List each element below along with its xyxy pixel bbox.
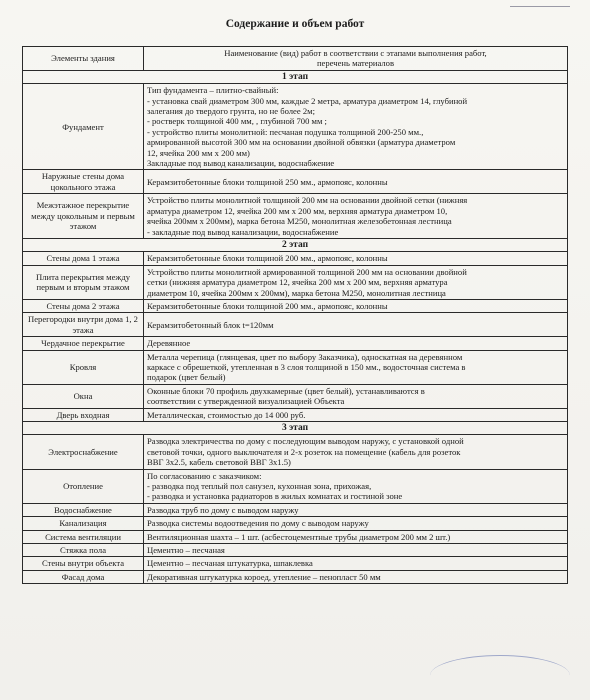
description-line: Разводка труб по дому с выводом наружу — [147, 504, 299, 515]
description-line: Деревянное — [147, 338, 191, 349]
description-line: армированной высотой 300 мм на основании двойной обвязки (арматура диаметром — [147, 137, 456, 148]
table-row — [23, 435, 568, 469]
table-row — [23, 252, 568, 265]
works-description — [144, 170, 568, 194]
building-element: Стены дома 1 этажа — [23, 252, 144, 265]
description-line: Металлическая, стоимостью до 14 000 руб. — [147, 409, 306, 420]
works-description — [144, 384, 568, 408]
header-works-line: Наименование (вид) работ в соответствии с этапами выполнения работ, — [224, 48, 487, 58]
description-line: - ростверк толщиной 400 мм, , глубиной 700 мм ; — [147, 116, 327, 127]
table-row — [23, 299, 568, 312]
description-line: Закладные под вывод канализации, водоснабжение — [147, 158, 335, 169]
table-row — [23, 544, 568, 557]
works-description — [144, 337, 568, 350]
description-line: Оконные блоки 70 профиль двухкамерные (цвет белый), устанавливаются в — [147, 385, 425, 396]
building-element: Система вентиляции — [23, 530, 144, 543]
table-row — [23, 170, 568, 194]
description-line: Устройство плиты монолитной армированной толщиной 200 мм на основании двойной — [147, 266, 467, 277]
building-element: Наружные стены дома цокольного этажа — [23, 170, 144, 194]
header-elements: Элементы здания — [23, 47, 144, 71]
works-description — [144, 435, 568, 469]
table-row — [23, 265, 568, 299]
works-description — [144, 570, 568, 583]
table-row — [23, 469, 568, 503]
table-row — [23, 570, 568, 583]
building-element: Отопление — [23, 469, 144, 503]
description-line: ячейка 200мм х 200мм), марка бетона М250, монолитная железобетонная лестница — [147, 216, 452, 227]
description-line: подарок (цвет белый) — [147, 372, 226, 383]
works-description — [144, 84, 568, 170]
table-header-row — [23, 47, 568, 71]
table-row — [23, 337, 568, 350]
description-line: соответствии с утвержденной визуализацией Объекта — [147, 396, 345, 407]
building-element: Плита перекрытия между первым и вторым этажом — [23, 265, 144, 299]
works-description — [144, 265, 568, 299]
table-row — [23, 84, 568, 170]
works-description — [144, 350, 568, 384]
stage-row — [23, 422, 568, 435]
table-row — [23, 557, 568, 570]
description-line: ВВГ 3х2.5, кабель световой ВВГ 3х1.5) — [147, 457, 291, 468]
building-element: Чердачное перекрытие — [23, 337, 144, 350]
table-row — [23, 530, 568, 543]
building-element: Окна — [23, 384, 144, 408]
table-row — [23, 194, 568, 239]
description-line: Устройство плиты монолитной толщиной 200 мм на основании двойной сетки (нижняя — [147, 195, 468, 206]
description-line: - устройство плиты монолитной: песчаная подушка толщиной 200-250 мм., — [147, 126, 424, 137]
table-row — [23, 313, 568, 337]
description-line: Цементно – песчаная — [147, 545, 225, 556]
works-description — [144, 503, 568, 516]
works-description — [144, 408, 568, 421]
building-element: Канализация — [23, 517, 144, 530]
description-line: Разводка электричества по дому с последующим выводом наружу, с установкой одной — [147, 436, 464, 447]
header-works — [144, 47, 568, 71]
building-element: Фундамент — [23, 84, 144, 170]
stage-row — [23, 70, 568, 83]
works-description — [144, 194, 568, 239]
description-line: Керамзитобетонные блоки толщиной 200 мм., армопояс, колонны — [147, 253, 388, 264]
stage-label: 1 этап — [23, 70, 568, 83]
description-line: Декоративная штукатурка короед, утепление – пенопласт 50 мм — [147, 571, 381, 582]
description-line: сетки (нижняя арматура диаметром 12, ячейка 200 мм х 200 мм, верхняя арматура — [147, 277, 448, 288]
scan-edge-mark — [510, 0, 570, 7]
building-element: Стены дома 2 этажа — [23, 299, 144, 312]
building-element: Фасад дома — [23, 570, 144, 583]
building-element: Дверь входная — [23, 408, 144, 421]
description-line: Разводка системы водоотведения по дому с выводом наружу — [147, 518, 369, 529]
description-line: - разводка под теплый пол санузел, кухонная зона, прихожая, — [147, 481, 372, 492]
building-element: Электроснабжение — [23, 435, 144, 469]
building-element: Межэтажное перекрытие между цокольным и первым этажом — [23, 194, 144, 239]
description-line: - разводка и установка радиаторов в жилых комнатах и гостиной зоне — [147, 491, 403, 502]
works-description — [144, 313, 568, 337]
description-line: каркасе с обрешеткой, утепленная в 3 слоя толщиной в 150 мм., водосточная система в — [147, 361, 466, 372]
table-row — [23, 350, 568, 384]
description-line: Вентиляционная шахта – 1 шт. (асбестоцементные трубы диаметром 200 мм 2 шт.) — [147, 531, 451, 542]
building-element: Перегородки внутри дома 1, 2 этажа — [23, 313, 144, 337]
stage-label: 2 этап — [23, 238, 568, 251]
works-description — [144, 469, 568, 503]
document-title: Содержание и объем работ — [225, 18, 365, 30]
works-description — [144, 517, 568, 530]
table-row — [23, 384, 568, 408]
description-line: - закладные под вывод канализации, водоснабжение — [147, 226, 339, 237]
building-element: Стяжка пола — [23, 544, 144, 557]
description-line: - установка свай диаметром 300 мм, каждые 2 метра, арматура диаметром 14, глубиной — [147, 95, 468, 106]
description-line: диаметром 10, ячейка 200мм х 200мм), марка бетона М250, монолитная лестница — [147, 287, 446, 298]
description-line: залегания до твердого грунта, но не более 2м; — [147, 106, 315, 117]
description-line: Керамзитобетонный блок t=120мм — [147, 319, 274, 330]
description-line: арматура диаметром 12, ячейка 200 мм х 200 мм, верхняя арматура диаметром 10, — [147, 205, 448, 216]
description-line: Цементно – песчаная штукатурка, шпаклевка — [147, 558, 313, 569]
building-element: Кровля — [23, 350, 144, 384]
description-line: Керамзитобетонные блоки толщиной 250 мм., армопояс, колонны — [147, 176, 388, 187]
stage-row — [23, 238, 568, 251]
description-line: По согласованию с заказчиком: — [147, 470, 262, 481]
works-description — [144, 252, 568, 265]
header-works-line: перечень материалов — [316, 58, 395, 69]
description-line: Керамзитобетонные блоки толщиной 200 мм., армопояс, колонны — [147, 300, 388, 311]
works-description — [144, 530, 568, 543]
table-row — [23, 517, 568, 530]
table-row — [23, 503, 568, 516]
works-description — [144, 299, 568, 312]
description-line: Металла черепица (глянцевая, цвет по выбору Заказчика), односкатная на деревянном — [147, 351, 463, 362]
description-line: 12, ячейка 200 мм х 200 мм) — [147, 147, 250, 158]
description-line: Тип фундамента – плитно-свайный: — [147, 85, 279, 96]
works-table — [22, 46, 568, 584]
works-description — [144, 557, 568, 570]
works-description — [144, 544, 568, 557]
table-row — [23, 408, 568, 421]
works-table-body — [23, 47, 568, 584]
stage-label: 3 этап — [23, 422, 568, 435]
description-line: световой точки, одного выключателя и 2-х розеток на помещение (кабель для розеток — [147, 446, 461, 457]
stamp-mark — [430, 655, 570, 696]
building-element: Водоснабжение — [23, 503, 144, 516]
building-element: Стены внутри объекта — [23, 557, 144, 570]
